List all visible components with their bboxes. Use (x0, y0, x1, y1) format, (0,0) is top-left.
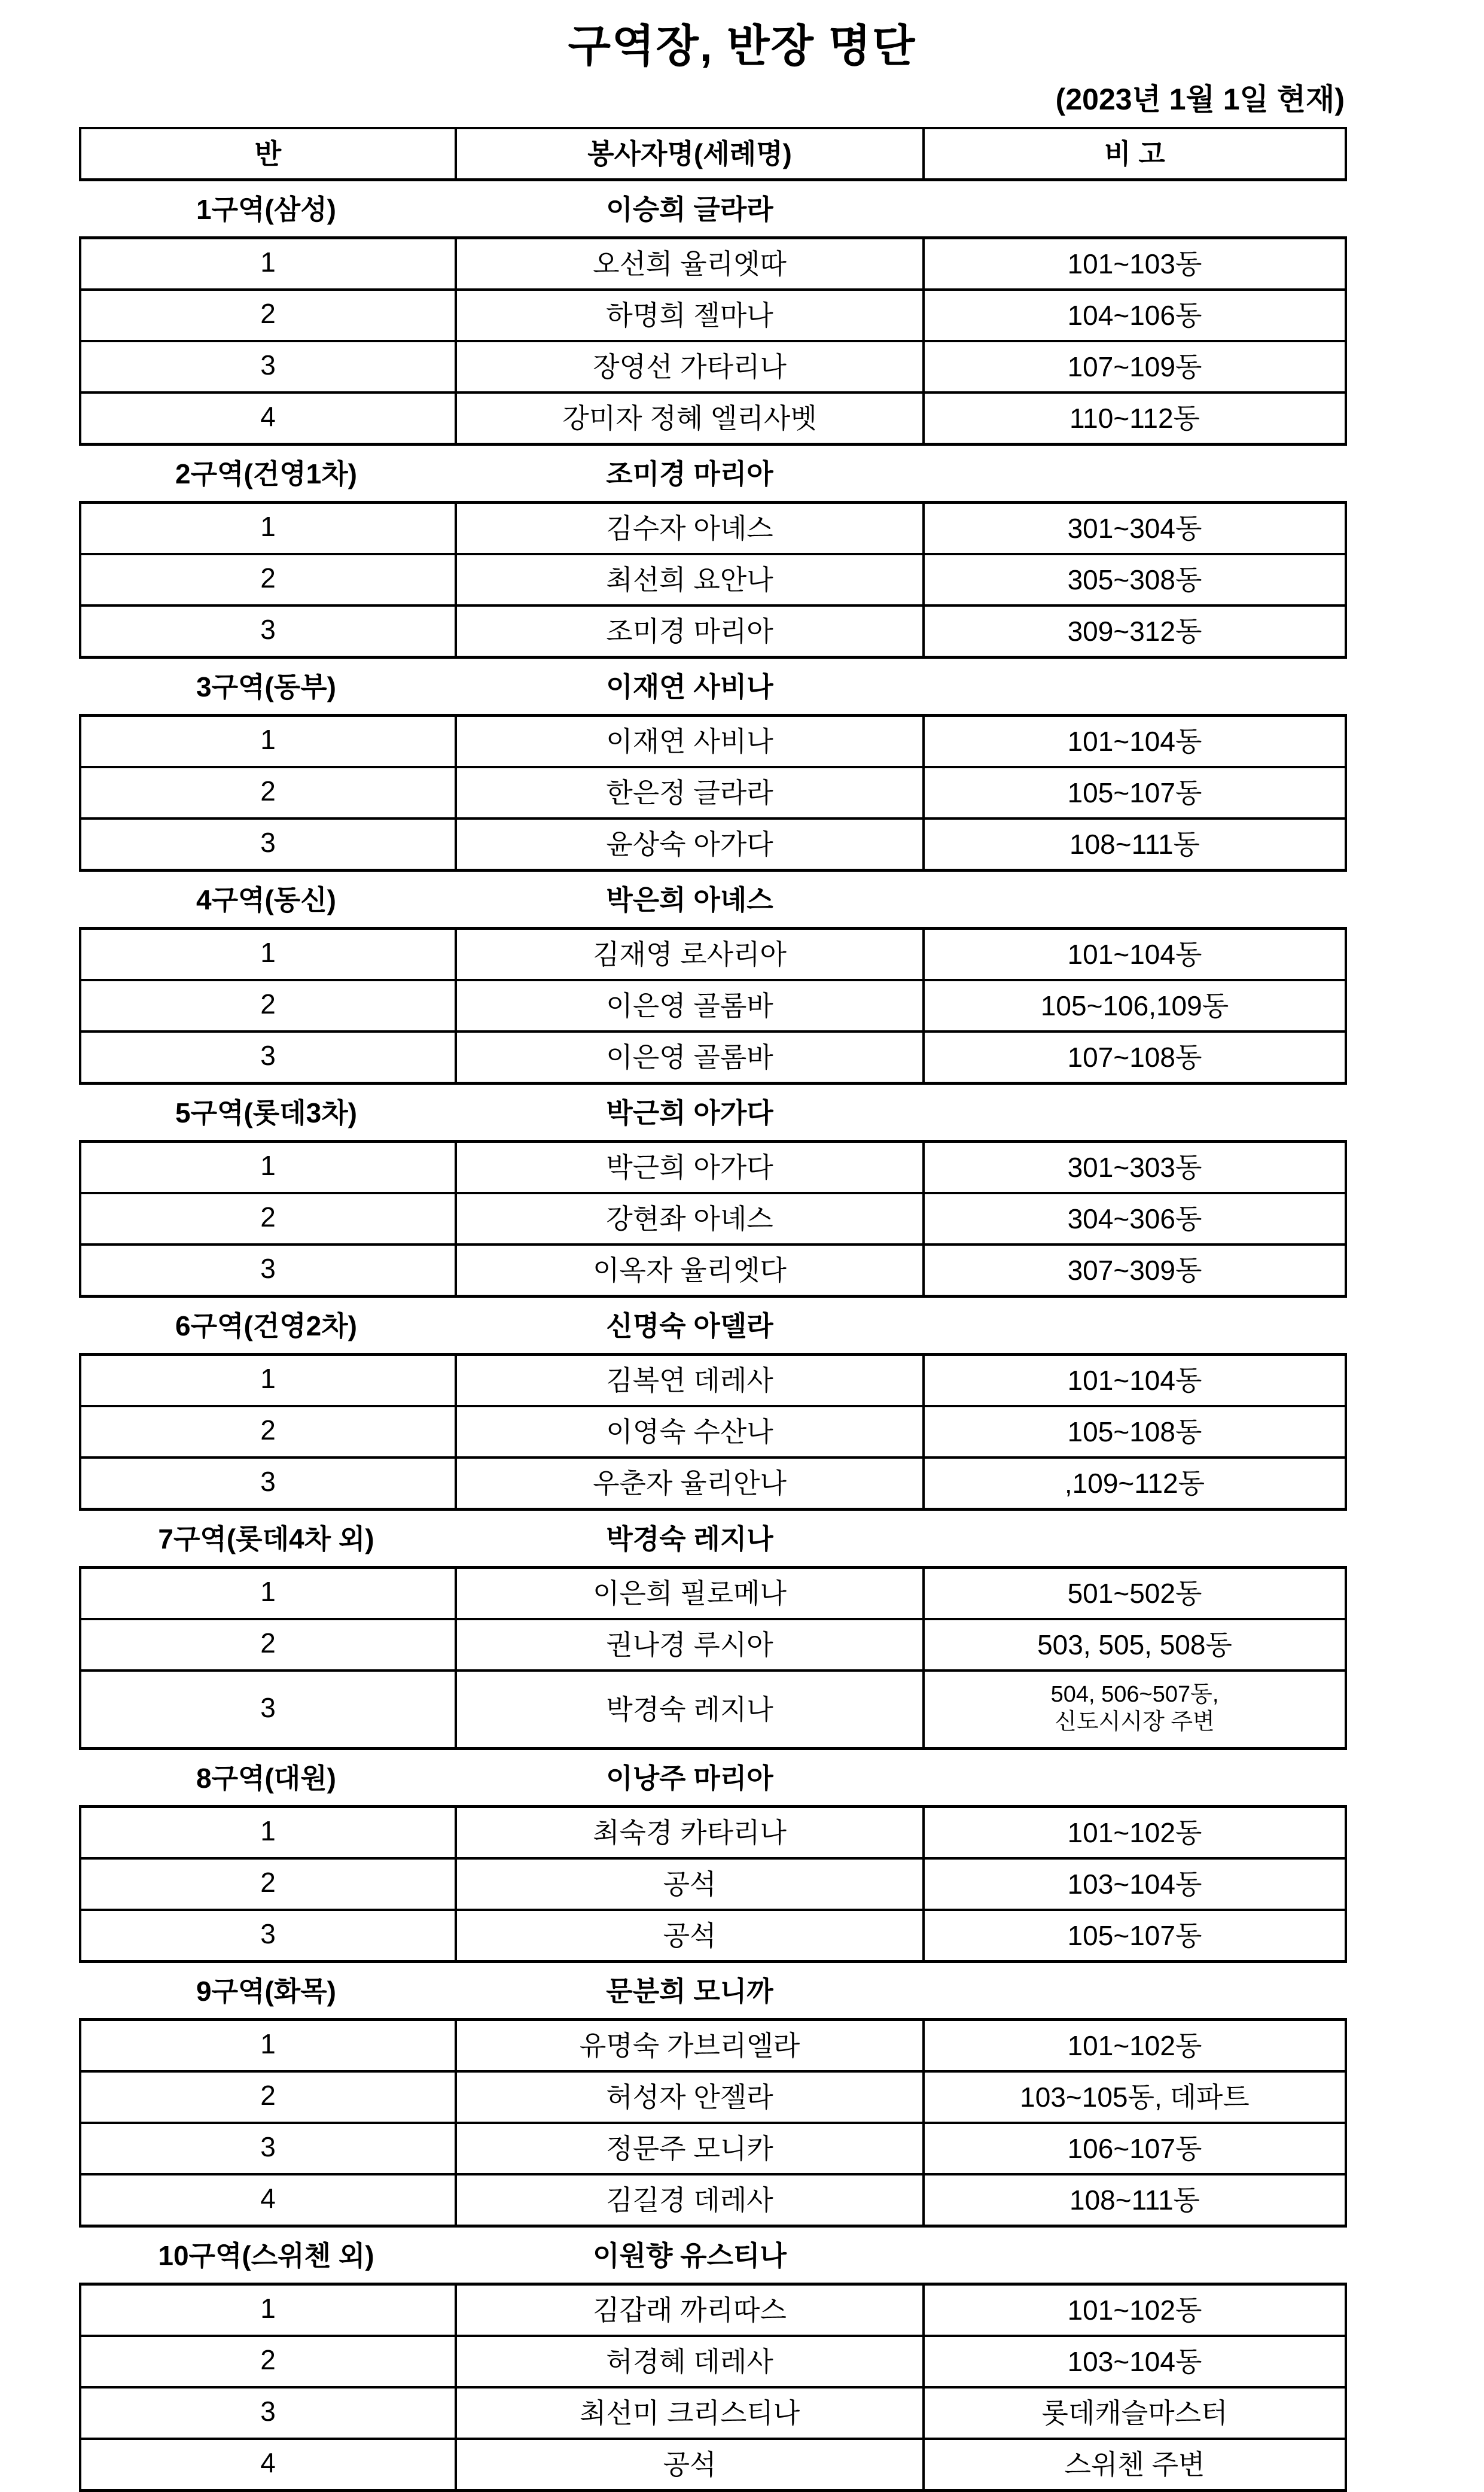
table-row (80, 238, 1346, 290)
table-row (80, 716, 1346, 768)
table-row (80, 2387, 1346, 2439)
table-header-row (80, 128, 1346, 180)
cell-ban: 1 (80, 238, 456, 290)
cell-remark: 501~502동 (924, 1568, 1346, 1620)
cell-remark: 110~112동 (924, 392, 1346, 445)
zone-name: 8구역(대원) (80, 1749, 456, 1807)
table-row (80, 819, 1346, 871)
cell-volunteer-name: 강미자 정혜 엘리사벳 (456, 392, 924, 445)
cell-ban: 1 (80, 929, 456, 981)
cell-volunteer-name: 우춘자 율리안나 (456, 1458, 924, 1510)
cell-volunteer-name: 장영선 가타리나 (456, 341, 924, 392)
cell-remark: 105~107동 (924, 767, 1346, 819)
zone-header-row (80, 1510, 1346, 1568)
cell-ban: 2 (80, 2071, 456, 2123)
table-row (80, 2020, 1346, 2072)
cell-volunteer-name: 한은정 글라라 (456, 767, 924, 819)
zone-name: 7구역(롯데4차 외) (80, 1510, 456, 1568)
column-header-ban: 반 (80, 128, 456, 180)
table-row (80, 2123, 1346, 2174)
as-of-date-note: (2023년 1월 1일 현재) (1055, 83, 1345, 116)
zone-leader-name: 박경숙 레지나 (456, 1510, 924, 1568)
cell-volunteer-name: 권나경 루시아 (456, 1619, 924, 1671)
cell-remark: 309~312동 (924, 605, 1346, 658)
zone-remark-empty (924, 658, 1346, 716)
cell-remark: 105~107동 (924, 1910, 1346, 1962)
cell-remark: 103~104동 (924, 1858, 1346, 1910)
table-row (80, 1671, 1346, 1749)
cell-remark: 301~303동 (924, 1142, 1346, 1194)
table-row (80, 2174, 1346, 2226)
zone-name: 4구역(동신) (80, 871, 456, 929)
cell-ban: 2 (80, 767, 456, 819)
table-row (80, 341, 1346, 392)
cell-volunteer-name: 김수자 아녜스 (456, 503, 924, 555)
cell-remark: 101~104동 (924, 716, 1346, 768)
cell-remark-line-2: 신도시시장 주변 (1055, 1709, 1215, 1735)
cell-ban: 3 (80, 2387, 456, 2439)
zone-remark-empty (924, 1297, 1346, 1355)
table-row (80, 1355, 1346, 1407)
page-title: 구역장, 반장 명단 (568, 21, 916, 71)
table-row (80, 1406, 1346, 1458)
cell-volunteer-name: 이영숙 수산나 (456, 1406, 924, 1458)
table-body (80, 180, 1346, 2491)
cell-ban: 2 (80, 1858, 456, 1910)
table-head (80, 128, 1346, 180)
zone-remark-empty (924, 2226, 1346, 2284)
cell-ban: 3 (80, 1458, 456, 1510)
cell-ban: 1 (80, 503, 456, 555)
cell-ban: 3 (80, 605, 456, 658)
cell-ban: 1 (80, 716, 456, 768)
table-row (80, 2284, 1346, 2336)
cell-volunteer-name: 조미경 마리아 (456, 605, 924, 658)
zone-name: 3구역(동부) (80, 658, 456, 716)
table-row (80, 2439, 1346, 2491)
table-row (80, 1807, 1346, 1859)
table-row (80, 980, 1346, 1032)
zone-leader-name: 문분희 모니까 (456, 1962, 924, 2020)
table-row (80, 503, 1346, 555)
cell-volunteer-name: 오선희 율리엣따 (456, 238, 924, 290)
cell-volunteer-name: 이옥자 율리엣다 (456, 1245, 924, 1297)
cell-ban: 2 (80, 1406, 456, 1458)
cell-volunteer-name: 허경혜 데레사 (456, 2336, 924, 2387)
zone-leader-name: 박근희 아가다 (456, 1084, 924, 1142)
cell-remark: 103~105동, 데파트 (924, 2071, 1346, 2123)
cell-remark (924, 1671, 1346, 1749)
cell-ban: 1 (80, 2284, 456, 2336)
cell-volunteer-name: 김갑래 까리따스 (456, 2284, 924, 2336)
cell-remark: 104~106동 (924, 290, 1346, 341)
table-row (80, 1619, 1346, 1671)
cell-volunteer-name: 김길경 데레사 (456, 2174, 924, 2226)
zone-header-row (80, 1297, 1346, 1355)
cell-volunteer-name: 정문주 모니카 (456, 2123, 924, 2174)
zone-header-row (80, 445, 1346, 503)
cell-remark: 108~111동 (924, 819, 1346, 871)
zone-remark-empty (924, 871, 1346, 929)
cell-volunteer-name: 공석 (456, 1858, 924, 1910)
cell-volunteer-name: 허성자 안젤라 (456, 2071, 924, 2123)
cell-ban: 4 (80, 2174, 456, 2226)
cell-remark: 101~103동 (924, 238, 1346, 290)
cell-ban: 3 (80, 1032, 456, 1084)
table-row (80, 1568, 1346, 1620)
cell-ban: 4 (80, 2439, 456, 2491)
zone-leader-name: 이낭주 마리아 (456, 1749, 924, 1807)
cell-volunteer-name: 박경숙 레지나 (456, 1671, 924, 1749)
cell-ban: 3 (80, 1671, 456, 1749)
table-row (80, 2071, 1346, 2123)
cell-remark: 105~108동 (924, 1406, 1346, 1458)
table-row (80, 1458, 1346, 1510)
cell-volunteer-name: 하명희 젤마나 (456, 290, 924, 341)
zone-name: 9구역(화목) (80, 1962, 456, 2020)
zone-header-row (80, 658, 1346, 716)
cell-remark: 스위첸 주변 (924, 2439, 1346, 2491)
cell-ban: 4 (80, 392, 456, 445)
cell-ban: 1 (80, 1355, 456, 1407)
zone-remark-empty (924, 1084, 1346, 1142)
cell-remark: 108~111동 (924, 2174, 1346, 2226)
table-row (80, 290, 1346, 341)
cell-volunteer-name: 최숙경 카타리나 (456, 1807, 924, 1859)
zone-remark-empty (924, 1962, 1346, 2020)
cell-remark: 101~104동 (924, 929, 1346, 981)
zone-name: 6구역(건영2차) (80, 1297, 456, 1355)
zone-header-row (80, 1962, 1346, 2020)
cell-remark: ,109~112동 (924, 1458, 1346, 1510)
zone-leader-name: 이원향 유스티나 (456, 2226, 924, 2284)
cell-remark: 307~309동 (924, 1245, 1346, 1297)
cell-volunteer-name: 박근희 아가다 (456, 1142, 924, 1194)
cell-remark: 107~109동 (924, 341, 1346, 392)
table-row (80, 929, 1346, 981)
cell-ban: 2 (80, 1619, 456, 1671)
table-row (80, 2336, 1346, 2387)
cell-remark: 101~102동 (924, 2020, 1346, 2072)
zone-name: 1구역(삼성) (80, 180, 456, 238)
cell-ban: 3 (80, 1910, 456, 1962)
table-row (80, 1193, 1346, 1245)
table-row (80, 1245, 1346, 1297)
zone-name: 5구역(롯데3차) (80, 1084, 456, 1142)
cell-volunteer-name: 김재영 로사리아 (456, 929, 924, 981)
column-header-remark: 비 고 (924, 128, 1346, 180)
zone-header-row (80, 871, 1346, 929)
zone-name: 10구역(스위첸 외) (80, 2226, 456, 2284)
cell-volunteer-name: 윤상숙 아가다 (456, 819, 924, 871)
cell-ban: 2 (80, 290, 456, 341)
cell-ban: 3 (80, 341, 456, 392)
cell-remark: 롯데캐슬마스터 (924, 2387, 1346, 2439)
cell-remark: 106~107동 (924, 2123, 1346, 2174)
cell-remark: 101~104동 (924, 1355, 1346, 1407)
cell-volunteer-name: 김복연 데레사 (456, 1355, 924, 1407)
zone-leader-name: 신명숙 아델라 (456, 1297, 924, 1355)
cell-remark: 304~306동 (924, 1193, 1346, 1245)
cell-remark: 301~304동 (924, 503, 1346, 555)
cell-remark: 107~108동 (924, 1032, 1346, 1084)
zone-header-row (80, 180, 1346, 238)
cell-ban: 3 (80, 819, 456, 871)
cell-volunteer-name: 이은희 필로메나 (456, 1568, 924, 1620)
cell-volunteer-name: 이은영 골롬바 (456, 980, 924, 1032)
cell-remark: 105~106,109동 (924, 980, 1346, 1032)
cell-remark: 305~308동 (924, 554, 1346, 605)
cell-ban: 3 (80, 2123, 456, 2174)
table-row (80, 1910, 1346, 1962)
table-row (80, 1142, 1346, 1194)
zone-name: 2구역(건영1차) (80, 445, 456, 503)
roster-table (79, 127, 1347, 2492)
zone-leader-name: 조미경 마리아 (456, 445, 924, 503)
zone-remark-empty (924, 180, 1346, 238)
cell-remark: 103~104동 (924, 2336, 1346, 2387)
cell-remark: 503, 505, 508동 (924, 1619, 1346, 1671)
cell-ban: 1 (80, 1568, 456, 1620)
cell-ban: 2 (80, 980, 456, 1032)
table-row (80, 767, 1346, 819)
cell-remark: 101~102동 (924, 2284, 1346, 2336)
cell-ban: 2 (80, 554, 456, 605)
table-row (80, 1032, 1346, 1084)
zone-remark-empty (924, 1749, 1346, 1807)
table-row (80, 554, 1346, 605)
zone-leader-name: 박은희 아녜스 (456, 871, 924, 929)
zone-header-row (80, 2226, 1346, 2284)
table-row (80, 1858, 1346, 1910)
zone-remark-empty (924, 445, 1346, 503)
cell-ban: 1 (80, 2020, 456, 2072)
zone-header-row (80, 1084, 1346, 1142)
table-row (80, 392, 1346, 445)
zone-remark-empty (924, 1510, 1346, 1568)
zone-leader-name: 이승희 글라라 (456, 180, 924, 238)
cell-volunteer-name: 최선미 크리스티나 (456, 2387, 924, 2439)
cell-ban: 2 (80, 2336, 456, 2387)
cell-ban: 2 (80, 1193, 456, 1245)
cell-volunteer-name: 최선희 요안나 (456, 554, 924, 605)
cell-ban: 1 (80, 1807, 456, 1859)
column-header-name: 봉사자명(세례명) (456, 128, 924, 180)
zone-header-row (80, 1749, 1346, 1807)
cell-volunteer-name: 이재연 사비나 (456, 716, 924, 768)
cell-volunteer-name: 강현좌 아녜스 (456, 1193, 924, 1245)
cell-ban: 3 (80, 1245, 456, 1297)
cell-volunteer-name: 이은영 골롬바 (456, 1032, 924, 1084)
cell-volunteer-name: 공석 (456, 1910, 924, 1962)
cell-volunteer-name: 공석 (456, 2439, 924, 2491)
cell-remark-line-1: 504, 506~507동, (1050, 1681, 1219, 1707)
table-row (80, 605, 1346, 658)
cell-ban: 1 (80, 1142, 456, 1194)
zone-leader-name: 이재연 사비나 (456, 658, 924, 716)
cell-volunteer-name: 유명숙 가브리엘라 (456, 2020, 924, 2072)
cell-remark: 101~102동 (924, 1807, 1346, 1859)
